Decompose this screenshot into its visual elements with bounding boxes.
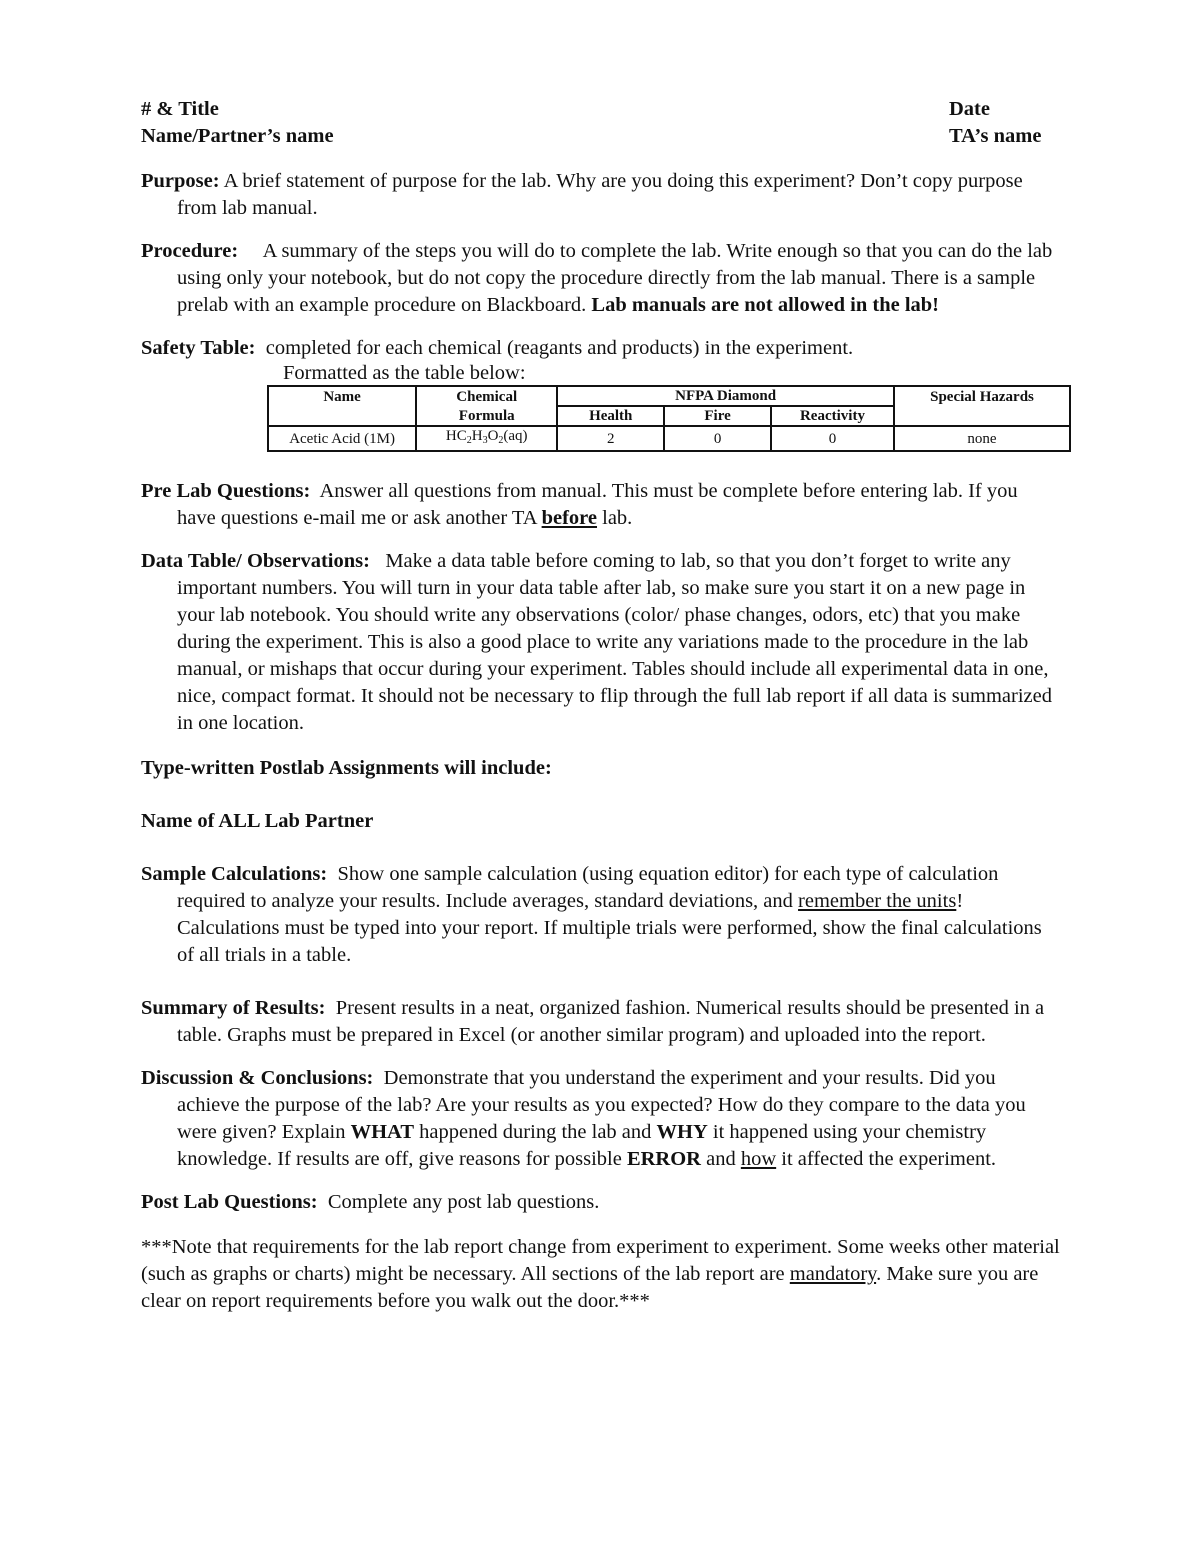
postlabq-section (141, 1189, 1061, 1216)
samplecalc-text: Show one sample calculation (using equation editor) for each type of calculation required to analyze your results. Include averages, standard deviations, and (177, 863, 999, 912)
safety-table-wrap (267, 385, 1071, 452)
discussion-label: Discussion & Conclusions: (141, 1067, 374, 1089)
th-reactivity: Reactivity (771, 406, 894, 426)
summary-section (141, 995, 1061, 1049)
cell-health: 2 (557, 426, 664, 451)
date-field: Date (949, 98, 990, 120)
purpose-text: A brief statement of purpose for the lab. Why are you doing this experiment? Don’t copy purpose from lab manual. (177, 170, 1023, 219)
datatable-label: Data Table/ Observations: (141, 550, 370, 572)
prelab-label: Pre Lab Questions: (141, 480, 311, 502)
title-field: # & Title (141, 98, 219, 120)
datatable-section (141, 548, 1061, 737)
safety-text: completed for each chemical (reagants and products) in the experiment. (265, 337, 854, 359)
th-chemical: Chemical (416, 386, 557, 406)
procedure-warning: Lab manuals are not allowed in the lab! (591, 294, 940, 316)
datatable-text: Make a data table before coming to lab, so that you don’t forget to write any important numbers. You will turn in your data table after lab, so make sure you start it on a new page in your lab notebook. You should write any observations (color/ phase changes, odors, etc) that you make during the experiment. This is also a good place to write any variations made to the procedure in the lab manual, or mishaps that occur during your experiment. Tables should include all experimental data in one, nice, compact format. It should not be necessary to flip through the full lab report if all data is summarized in one location. (177, 550, 1052, 734)
th-fire: Fire (664, 406, 771, 426)
postlab-heading: Type-written Postlab Assignments will include: (141, 757, 552, 779)
th-special-blank (894, 406, 1070, 426)
safety-text-2: Formatted as the table below: (283, 362, 526, 384)
cell-fire: 0 (664, 426, 771, 451)
cell-formula: $HC_2H_3O_2(aq)$ (416, 426, 557, 451)
cell-special: none (894, 426, 1070, 451)
purpose-section (141, 168, 1061, 222)
procedure-text: A summary of the steps you will do to complete the lab. Write enough so that you can do the lab using only your notebook, but do not copy the procedure directly from the lab manual. There is a sample prelab with an example procedure on Blackboard. (177, 240, 1053, 316)
procedure-section (141, 238, 1061, 319)
prelab-section (141, 478, 1061, 532)
procedure-label: Procedure: (141, 240, 239, 262)
safety-label: Safety Table: (141, 337, 256, 359)
th-health: Health (557, 406, 664, 426)
purpose-label: Purpose: (141, 170, 220, 192)
ta-name-field: TA’s name (949, 125, 1042, 147)
th-name-blank (268, 406, 416, 426)
table-header-row (268, 386, 1070, 406)
samplecalc-section (141, 861, 1061, 969)
samplecalc-units: remember the units (798, 890, 957, 912)
postlabq-text: Complete any post lab questions. (327, 1191, 600, 1213)
prelab-before: before (541, 507, 598, 529)
document-page (141, 96, 1061, 1315)
th-special: Special Hazards (894, 386, 1070, 406)
header-row-2 (141, 123, 1061, 150)
summary-label: Summary of Results: (141, 997, 326, 1019)
th-name: Name (268, 386, 416, 406)
partner-heading: Name of ALL Lab Partner (141, 810, 374, 832)
safety-section (141, 335, 1061, 452)
table-subheader-row (268, 406, 1070, 426)
summary-text: Present results in a neat, organized fashion. Numerical results should be presented in a table. Graphs must be prepared in Excel (or another similar program) and uploaded into the report. (177, 997, 1045, 1046)
discussion-section: Discussion & Conclusions: Demonstrate that you understand the experiment and your results. Did you achieve the purpose of the lab? Are your results as you expected? How do they compare to the data you were given? Explain WHAT happened during the lab and WHY it happened using your chemistry knowledge. If results are off, give reasons for possible ERROR and how it affected the experiment. (141, 1067, 1026, 1170)
prelab-text: Answer all questions from manual. This must be complete before entering lab. If you have questions e-mail me or ask another TA (177, 480, 1018, 529)
note-section: ***Note that requirements for the lab report change from experiment to experiment. Some weeks other material (such as graphs or charts) might be necessary. All sections of the lab report are mandatory. Make sure you are clear on report requirements before you walk out the door.*** (141, 1236, 1060, 1312)
samplecalc-label: Sample Calculations: (141, 863, 328, 885)
header-row-1 (141, 96, 1061, 123)
th-nfpa: NFPA Diamond (557, 386, 894, 406)
name-field: Name/Partner’s name (141, 125, 334, 147)
samplecalc-text-2: ! Calculations must be typed into your report. If multiple trials were performed, show the final calculations of all trials in a table. (177, 890, 1042, 966)
table-row (268, 426, 1070, 451)
safety-table (267, 385, 1071, 452)
th-formula: Formula (416, 406, 557, 426)
cell-name: Acetic Acid (1M) (268, 426, 416, 451)
cell-reactivity: 0 (771, 426, 894, 451)
postlabq-label: Post Lab Questions: (141, 1191, 318, 1213)
prelab-text-2: lab. (602, 507, 633, 529)
